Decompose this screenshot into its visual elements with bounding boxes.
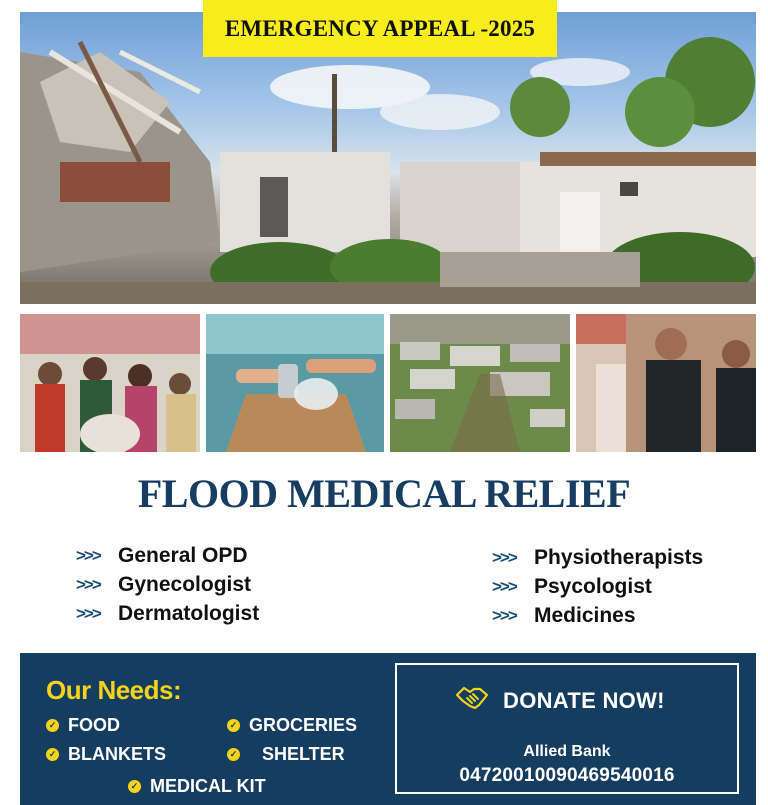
chevrons-icon: >>> [492,606,516,625]
donate-label[interactable]: DONATE NOW! [503,687,665,713]
service-item [76,544,248,568]
service-item [492,575,652,599]
check-circle-icon: ✓ [128,780,141,793]
photo-aid-handover [206,314,384,452]
donate-header[interactable] [455,683,665,718]
service-label: Physiotherapists [534,546,704,569]
need-label: SHELTER [262,744,345,764]
service-item [492,604,636,628]
check-circle-icon: ✓ [227,719,240,732]
service-label: Dermatologist [118,602,260,625]
service-label: Gynecologist [118,573,252,596]
photo-medical-team [576,314,756,452]
needs-donate-panel [20,653,756,805]
photo-tent-camp [390,314,570,452]
service-label: Psycologist [534,575,652,598]
need-item [46,715,120,736]
services-list [0,540,768,635]
chevrons-icon: >>> [492,548,516,567]
need-item [46,744,166,765]
bank-name: Allied Bank [523,743,611,760]
service-item [492,546,703,570]
service-label: General OPD [118,544,248,567]
need-item [227,715,357,736]
check-circle-icon: ✓ [46,719,59,732]
photo-women-patients [20,314,200,452]
need-label: MEDICAL KIT [150,776,266,796]
chevrons-icon: >>> [76,575,100,594]
need-item [227,744,345,765]
account-number: 04720010090469540016 [459,765,675,786]
chevrons-icon: >>> [76,604,100,623]
need-label: GROCERIES [249,715,358,735]
handshake-icon [455,683,489,718]
service-item [76,602,259,626]
photo-strip [20,314,756,452]
service-label: Medicines [534,604,636,627]
donate-box[interactable] [395,663,739,794]
check-circle-icon: ✓ [227,748,240,761]
need-label: BLANKETS [68,744,166,764]
appeal-title-banner: EMERGENCY APPEAL -2025 [203,0,557,57]
main-heading: FLOOD MEDICAL RELIEF [137,471,631,516]
check-circle-icon: ✓ [46,748,59,761]
chevrons-icon: >>> [492,577,516,596]
needs-title: Our Needs: [46,675,182,705]
need-label: FOOD [68,715,120,735]
need-item [128,776,266,797]
chevrons-icon: >>> [76,546,100,565]
service-item [76,573,251,597]
